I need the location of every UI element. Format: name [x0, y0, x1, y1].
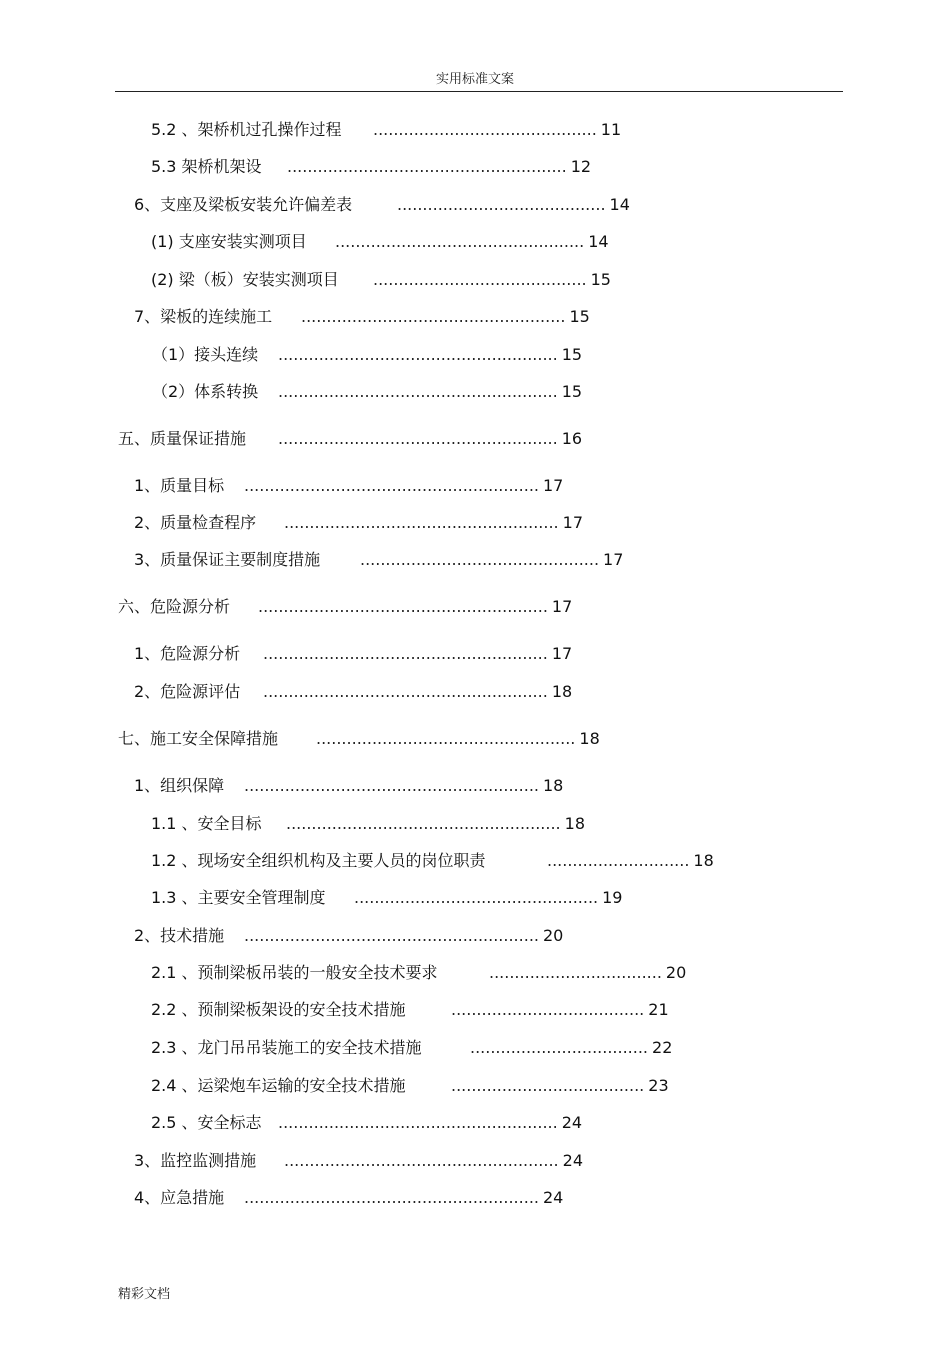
- toc-entry-label: 2.4 、运梁炮车运输的安全技术措施: [151, 1076, 406, 1095]
- toc-page-number: 15: [561, 345, 583, 364]
- toc-entry[interactable]: [134, 306, 590, 328]
- toc-page-number: 24: [542, 1188, 564, 1207]
- toc-entry-label: 2、危险源评估: [134, 682, 241, 701]
- toc-leader-dots: ...............................................: [360, 550, 600, 569]
- toc-page-number: 22: [652, 1038, 673, 1057]
- toc-entry[interactable]: [134, 643, 572, 665]
- toc-entry[interactable]: [151, 813, 585, 835]
- toc-page-number: 23: [648, 1076, 669, 1095]
- toc-leader-dots: ......................................: [451, 1000, 645, 1019]
- toc-leader-dots: ...................................................: [316, 729, 576, 748]
- toc-entry-label: 4、应急措施: [134, 1188, 225, 1207]
- toc-entry-label: 1.2 、现场安全组织机构及主要人员的岗位职责: [151, 851, 486, 870]
- toc-entry[interactable]: [151, 156, 591, 178]
- toc-entry[interactable]: [118, 596, 572, 618]
- toc-page-number: 16: [561, 429, 583, 448]
- toc-entry[interactable]: [151, 962, 686, 984]
- toc-entry[interactable]: [151, 1112, 582, 1134]
- toc-leader-dots: ..........................................: [373, 270, 587, 289]
- toc-page-number: 14: [609, 195, 630, 214]
- toc-entry-label: 1.1 、安全目标: [151, 814, 262, 833]
- toc-entry-label: 1、组织保障: [134, 776, 225, 795]
- toc-entry[interactable]: [134, 549, 623, 571]
- toc-page-number: 17: [551, 644, 573, 663]
- toc-page-number: 20: [665, 963, 687, 982]
- toc-leader-dots: ......................................: [451, 1076, 645, 1095]
- toc-leader-dots: ...................................: [470, 1038, 649, 1057]
- toc-entry-label: 3、质量保证主要制度措施: [134, 550, 321, 569]
- toc-entry[interactable]: [151, 231, 609, 253]
- toc-entry[interactable]: [134, 475, 563, 497]
- page-footer-text: 精彩文档: [118, 1287, 171, 1302]
- toc-entry[interactable]: [134, 681, 572, 703]
- toc-entry[interactable]: [134, 194, 630, 216]
- toc-entry-label: （2）体系转换: [152, 382, 259, 401]
- toc-page-number: 18: [551, 682, 573, 701]
- toc-page-number: 15: [590, 270, 611, 289]
- toc-leader-dots: .......................................................: [278, 429, 558, 448]
- page-header-title: 实用标准文案: [435, 72, 514, 87]
- toc-entry-label: 7、梁板的连续施工: [134, 307, 273, 326]
- toc-entry[interactable]: [134, 1150, 583, 1172]
- toc-entry-label: 五、质量保证措施: [118, 429, 247, 448]
- toc-leader-dots: ......................................................: [286, 814, 561, 833]
- toc-leader-dots: .......................................................: [278, 382, 558, 401]
- toc-page-number: 17: [551, 597, 573, 616]
- toc-page-number: 15: [569, 307, 590, 326]
- toc-leader-dots: ..................................: [489, 963, 662, 982]
- toc-page-number: 24: [561, 1113, 583, 1132]
- toc-leader-dots: ..........................................................: [244, 476, 539, 495]
- toc-entry[interactable]: [151, 1037, 672, 1059]
- toc-entry[interactable]: [151, 850, 714, 872]
- toc-page-number: 18: [579, 729, 600, 748]
- toc-page-number: 18: [542, 776, 564, 795]
- toc-entry[interactable]: [151, 119, 621, 141]
- toc-leader-dots: ......................................................: [284, 513, 559, 532]
- toc-entry[interactable]: [151, 999, 669, 1021]
- toc-entry[interactable]: [151, 1075, 669, 1097]
- toc-entry-label: (1) 支座安装实测项目: [151, 232, 307, 251]
- toc-entry-label: （1）接头连续: [152, 345, 259, 364]
- toc-entry-label: 2、技术措施: [134, 926, 225, 945]
- toc-leader-dots: ............................: [547, 851, 690, 870]
- toc-leader-dots: ............................................: [373, 120, 597, 139]
- toc-entry-label: 2.5 、安全标志: [151, 1113, 262, 1132]
- toc-leader-dots: ..........................................................: [244, 1188, 539, 1207]
- toc-entry[interactable]: [152, 344, 582, 366]
- toc-leader-dots: ........................................................: [263, 682, 548, 701]
- toc-entry[interactable]: [134, 512, 583, 534]
- toc-page-number: 24: [562, 1151, 583, 1170]
- toc-page-number: 20: [542, 926, 564, 945]
- toc-page-number: 19: [602, 888, 623, 907]
- toc-leader-dots: .......................................................: [278, 345, 558, 364]
- toc-page-number: 17: [603, 550, 624, 569]
- toc-entry-label: 2、质量检查程序: [134, 513, 257, 532]
- toc-entry-label: 1.3 、主要安全管理制度: [151, 888, 326, 907]
- toc-page-number: 11: [600, 120, 622, 139]
- toc-entry-label: 六、危险源分析: [118, 597, 231, 616]
- toc-entry-label: 6、支座及梁板安装允许偏差表: [134, 195, 353, 214]
- toc-leader-dots: ........................................................: [263, 644, 548, 663]
- toc-entry-label: 2.3 、龙门吊吊装施工的安全技术措施: [151, 1038, 422, 1057]
- toc-entry[interactable]: [134, 775, 563, 797]
- toc-leader-dots: .........................................................: [258, 597, 548, 616]
- toc-entry-label: 七、施工安全保障措施: [118, 729, 279, 748]
- toc-entry-label: 1、质量目标: [134, 476, 225, 495]
- toc-entry[interactable]: [151, 269, 611, 291]
- toc-leader-dots: ....................................................: [301, 307, 566, 326]
- toc-page-number: 18: [564, 814, 585, 833]
- toc-leader-dots: ................................................: [354, 888, 599, 907]
- toc-entry-label: 2.1 、预制梁板吊装的一般安全技术要求: [151, 963, 438, 982]
- toc-leader-dots: .........................................: [397, 195, 606, 214]
- toc-entry[interactable]: [118, 428, 582, 450]
- toc-entry[interactable]: [134, 925, 563, 947]
- toc-entry[interactable]: [134, 1187, 563, 1209]
- toc-entry[interactable]: [151, 887, 622, 909]
- toc-leader-dots: .......................................................: [287, 157, 567, 176]
- toc-page-number: 14: [588, 232, 609, 251]
- toc-entry-label: 5.3 架桥机架设: [151, 157, 262, 176]
- toc-entry-label: 5.2 、架桥机过孔操作过程: [151, 120, 342, 139]
- toc-leader-dots: .................................................: [335, 232, 585, 251]
- toc-entry-label: (2) 梁（板）安装实测项目: [151, 270, 339, 289]
- toc-page-number: 21: [648, 1000, 669, 1019]
- toc-page-number: 17: [562, 513, 583, 532]
- toc-page-number: 18: [693, 851, 714, 870]
- toc-page-number: 12: [570, 157, 592, 176]
- toc-entry[interactable]: [118, 728, 600, 750]
- toc-entry-label: 3、监控监测措施: [134, 1151, 257, 1170]
- toc-leader-dots: ..........................................................: [244, 776, 539, 795]
- toc-entry[interactable]: [152, 381, 582, 403]
- toc-entry-label: 2.2 、预制梁板架设的安全技术措施: [151, 1000, 406, 1019]
- toc-leader-dots: ..........................................................: [244, 926, 539, 945]
- toc-leader-dots: ......................................................: [284, 1151, 559, 1170]
- toc-entry-label: 1、危险源分析: [134, 644, 241, 663]
- toc-leader-dots: .......................................................: [278, 1113, 558, 1132]
- toc-page-number: 15: [561, 382, 583, 401]
- toc-page-number: 17: [542, 476, 564, 495]
